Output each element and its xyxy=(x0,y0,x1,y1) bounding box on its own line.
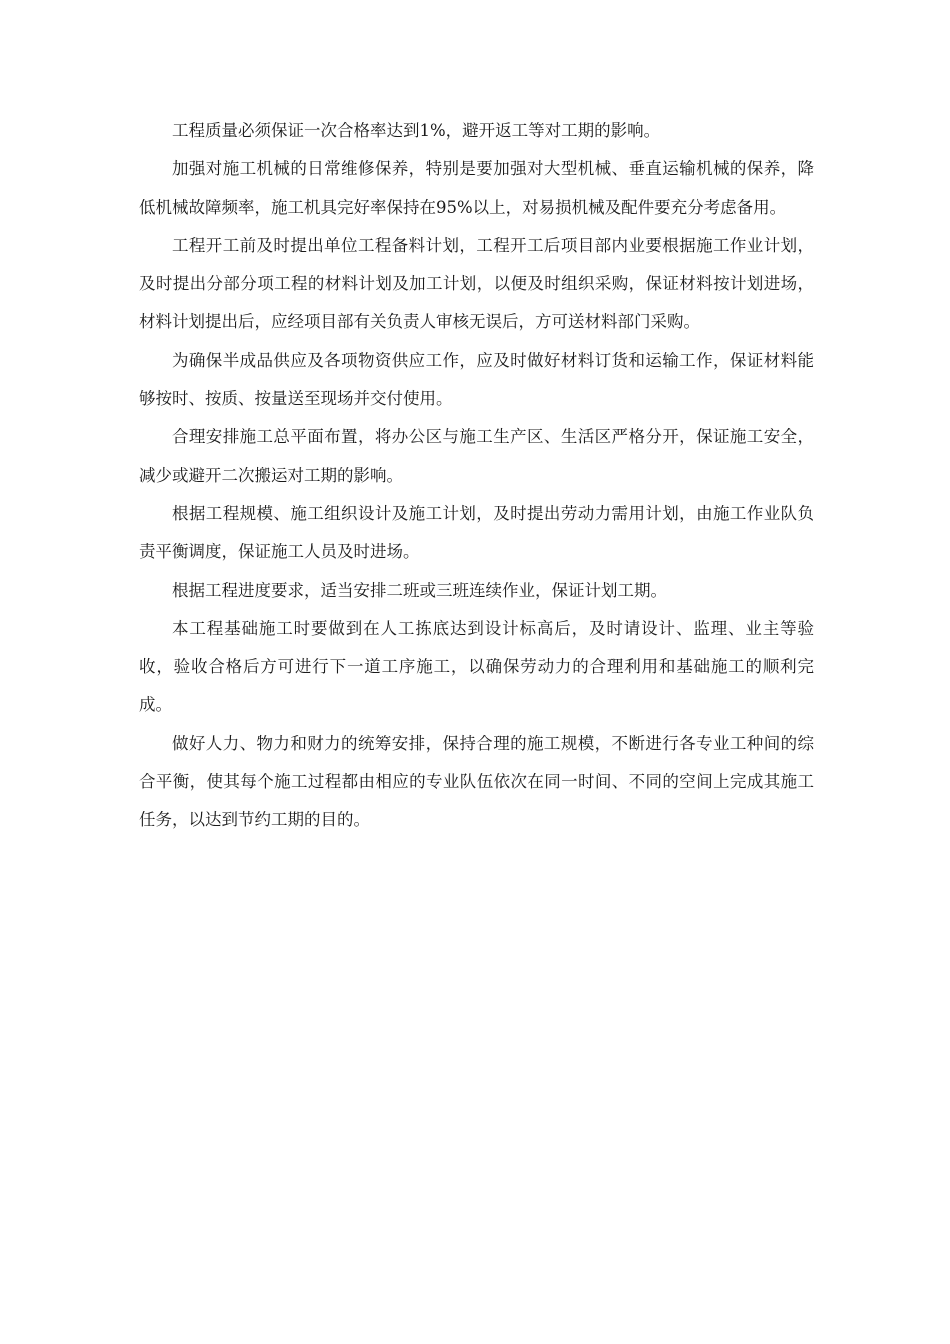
paragraph-9: 做好人力、物力和财力的统筹安排，保持合理的施工规模，不断进行各专业工种间的综合平衡，使其每个施工过程都由相应的专业队伍依次在同一时间、不同的空间上完成其施工任务，以达到节约工期的目的。 xyxy=(139,733,814,830)
paragraph-8: 本工程基础施工时要做到在人工拣底达到设计标高后，及时请设计、监理、业主等验收，验收合格后方可进行下一道工序施工，以确保劳动力的合理利用和基础施工的顺利完成。 xyxy=(139,618,814,715)
paragraph-5: 合理安排施工总平面布置，将办公区与施工生产区、生活区严格分开，保证施工安全，减少或避开二次搬运对工期的影响。 xyxy=(139,427,814,485)
paragraph-2: 加强对施工机械的日常维修保养，特别是要加强对大型机械、垂直运输机械的保养，降低机械故障频率，施工机具完好率保持在95%以上，对易损机械及配件要充分考虑备用。 xyxy=(139,159,814,217)
paragraph-6: 根据工程规模、施工组织设计及施工计划，及时提出劳动力需用计划，由施工作业队负责平衡调度，保证施工人员及时进场。 xyxy=(139,503,814,562)
paragraph-7: 根据工程进度要求，适当安排二班或三班连续作业，保证计划工期。 xyxy=(172,580,667,600)
document-body xyxy=(139,112,814,840)
paragraph-3: 工程开工前及时提出单位工程备料计划，工程开工后项目部内业要根据施工作业计划，及时提出分部分项工程的材料计划及加工计划，以便及时组织采购，保证材料按计划进场，材料计划提出后，应经项目部有关负责人审核无误后，方可送材料部门采购。 xyxy=(139,235,814,332)
paragraph-1: 工程质量必须保证一次合格率达到1%，避开返工等对工期的影响。 xyxy=(172,121,661,140)
paragraph-4: 为确保半成品供应及各项物资供应工作，应及时做好材料订货和运输工作，保证材料能够按时、按质、按量送至现场并交付使用。 xyxy=(139,350,814,409)
